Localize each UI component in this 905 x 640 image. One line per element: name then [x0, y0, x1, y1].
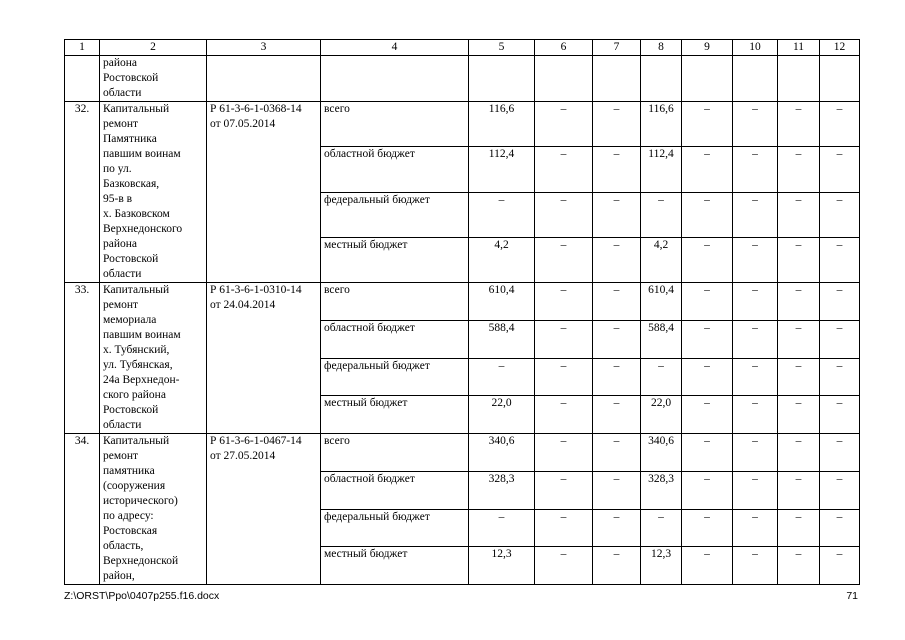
name-line: области	[103, 87, 142, 99]
name-line: 95-в в	[103, 193, 133, 205]
table-cell	[207, 56, 321, 102]
table-cell	[641, 56, 682, 102]
amount-cell: 340,6	[641, 434, 682, 472]
amount-cell: –	[682, 320, 733, 358]
name-line: области	[103, 419, 142, 431]
row-number: 34.	[65, 434, 100, 585]
amount-cell: –	[820, 434, 860, 472]
amount-cell: 4,2	[469, 237, 535, 282]
table-cell	[321, 56, 469, 102]
name-line: 24а Верхнедон-	[103, 374, 180, 386]
name-line: Ростовской	[103, 404, 159, 416]
doc-line: Р 61-3-6-1-0467-14	[210, 435, 302, 447]
row-number: 32.	[65, 102, 100, 283]
funding-source: местный бюджет	[321, 547, 469, 585]
object-name	[100, 283, 207, 434]
column-header: 12	[820, 40, 860, 56]
amount-cell: 22,0	[641, 396, 682, 434]
name-line: Капитальный	[103, 284, 170, 296]
amount-cell: 22,0	[469, 396, 535, 434]
name-line: Ростовской	[103, 72, 159, 84]
name-line: Ростовской	[103, 253, 159, 265]
name-line: район,	[103, 570, 135, 582]
amount-cell: –	[535, 396, 593, 434]
name-line: область,	[103, 540, 144, 552]
amount-cell: –	[682, 471, 733, 509]
amount-cell: –	[593, 192, 641, 237]
amount-cell: –	[778, 237, 820, 282]
name-line: Памятника	[103, 133, 157, 145]
amount-cell: –	[593, 147, 641, 192]
object-name	[100, 434, 207, 585]
amount-cell: 588,4	[641, 320, 682, 358]
name-line: павшим воинам	[103, 329, 181, 341]
column-header: 11	[778, 40, 820, 56]
column-header: 6	[535, 40, 593, 56]
amount-cell: 112,4	[641, 147, 682, 192]
amount-cell: –	[778, 283, 820, 321]
table-cell	[535, 56, 593, 102]
column-header: 4	[321, 40, 469, 56]
amount-cell: –	[682, 192, 733, 237]
amount-cell: –	[733, 547, 778, 585]
name-line: ремонт	[103, 450, 139, 462]
name-line: ского района	[103, 389, 166, 401]
column-header: 1	[65, 40, 100, 56]
amount-cell: 328,3	[469, 471, 535, 509]
amount-cell: –	[733, 102, 778, 147]
amount-cell: –	[820, 283, 860, 321]
amount-cell: –	[593, 102, 641, 147]
funding-source: областной бюджет	[321, 320, 469, 358]
amount-cell: –	[682, 283, 733, 321]
amount-cell: –	[682, 237, 733, 282]
amount-cell: –	[593, 320, 641, 358]
amount-cell: –	[820, 471, 860, 509]
name-line: Базковская,	[103, 178, 160, 190]
amount-cell: –	[535, 237, 593, 282]
amount-cell: –	[733, 471, 778, 509]
table-cell	[682, 56, 733, 102]
name-line: района	[103, 57, 138, 69]
amount-cell: –	[535, 320, 593, 358]
amount-cell: 12,3	[469, 547, 535, 585]
amount-cell: –	[593, 471, 641, 509]
amount-cell: –	[535, 283, 593, 321]
amount-cell: –	[593, 237, 641, 282]
funding-source: местный бюджет	[321, 237, 469, 282]
document-reference	[207, 434, 321, 585]
amount-cell: –	[820, 358, 860, 396]
table-cell	[65, 56, 100, 102]
funding-source: областной бюджет	[321, 147, 469, 192]
amount-cell: 116,6	[469, 102, 535, 147]
name-line: павшим воинам	[103, 148, 181, 160]
amount-cell: –	[469, 192, 535, 237]
amount-cell: –	[469, 358, 535, 396]
name-line: по ул.	[103, 163, 132, 175]
funding-source: всего	[321, 434, 469, 472]
amount-cell: –	[641, 192, 682, 237]
amount-cell: –	[820, 509, 860, 547]
amount-cell: –	[778, 509, 820, 547]
amount-cell: –	[469, 509, 535, 547]
amount-cell: –	[593, 283, 641, 321]
amount-cell: –	[820, 147, 860, 192]
table-cell	[820, 56, 860, 102]
amount-cell: 4,2	[641, 237, 682, 282]
funding-source: федеральный бюджет	[321, 358, 469, 396]
amount-cell: –	[778, 358, 820, 396]
column-header: 3	[207, 40, 321, 56]
amount-cell: –	[733, 434, 778, 472]
object-name	[100, 56, 207, 102]
amount-cell: –	[733, 237, 778, 282]
table-cell	[778, 56, 820, 102]
amount-cell: 610,4	[469, 283, 535, 321]
table-row	[65, 434, 860, 472]
funding-source: федеральный бюджет	[321, 192, 469, 237]
amount-cell: –	[778, 147, 820, 192]
amount-cell: –	[778, 192, 820, 237]
amount-cell: –	[682, 147, 733, 192]
amount-cell: –	[535, 192, 593, 237]
name-line: ремонт	[103, 299, 139, 311]
amount-cell: –	[778, 434, 820, 472]
name-line: Верхнедонской	[103, 555, 179, 567]
amount-cell: 12,3	[641, 547, 682, 585]
amount-cell: –	[778, 396, 820, 434]
amount-cell: –	[820, 547, 860, 585]
doc-line: Р 61-3-6-1-0310-14	[210, 284, 302, 296]
funding-source: областной бюджет	[321, 471, 469, 509]
amount-cell: –	[641, 358, 682, 396]
amount-cell: 328,3	[641, 471, 682, 509]
amount-cell: 112,4	[469, 147, 535, 192]
column-header: 7	[593, 40, 641, 56]
table-cell	[593, 56, 641, 102]
amount-cell: –	[593, 547, 641, 585]
amount-cell: –	[535, 147, 593, 192]
name-line: ремонт	[103, 118, 139, 130]
amount-cell: –	[682, 434, 733, 472]
document-reference	[207, 283, 321, 434]
column-header: 2	[100, 40, 207, 56]
name-line: Ростовская	[103, 525, 158, 537]
table-cell	[469, 56, 535, 102]
amount-cell: –	[682, 509, 733, 547]
column-header: 8	[641, 40, 682, 56]
name-line: мемориала	[103, 314, 157, 326]
amount-cell: –	[535, 434, 593, 472]
document-reference	[207, 102, 321, 283]
amount-cell: –	[535, 358, 593, 396]
name-line: по адресу:	[103, 510, 154, 522]
amount-cell: –	[733, 192, 778, 237]
amount-cell: 116,6	[641, 102, 682, 147]
amount-cell: –	[535, 471, 593, 509]
name-line: ул. Тубянская,	[103, 359, 173, 371]
amount-cell: –	[733, 147, 778, 192]
name-line: памятника	[103, 465, 155, 477]
amount-cell: –	[733, 283, 778, 321]
name-line: области	[103, 268, 142, 280]
name-line: Капитальный	[103, 103, 170, 115]
page-number: 71	[846, 590, 858, 602]
name-line: х. Тубянский,	[103, 344, 170, 356]
row-number: 33.	[65, 283, 100, 434]
amount-cell: –	[593, 358, 641, 396]
amount-cell: 340,6	[469, 434, 535, 472]
name-line: района	[103, 238, 138, 250]
amount-cell: –	[682, 102, 733, 147]
object-name	[100, 102, 207, 283]
amount-cell: –	[641, 509, 682, 547]
amount-cell: –	[778, 320, 820, 358]
name-line: Верхнедонского	[103, 223, 183, 235]
budget-table	[64, 39, 860, 585]
table-row	[65, 102, 860, 147]
amount-cell: –	[820, 192, 860, 237]
file-path: Z:\ORST\Ppo\0407p255.f16.docx	[64, 590, 220, 602]
amount-cell: –	[682, 547, 733, 585]
column-header: 9	[682, 40, 733, 56]
amount-cell: –	[593, 509, 641, 547]
amount-cell: –	[682, 358, 733, 396]
amount-cell: –	[820, 237, 860, 282]
amount-cell: –	[820, 102, 860, 147]
doc-line: от 24.04.2014	[210, 299, 276, 311]
name-line: х. Базковском	[103, 208, 170, 220]
amount-cell: –	[820, 396, 860, 434]
amount-cell: –	[820, 320, 860, 358]
name-line: исторического)	[103, 495, 178, 507]
amount-cell: –	[593, 434, 641, 472]
doc-line: Р 61-3-6-1-0368-14	[210, 103, 302, 115]
funding-source: местный бюджет	[321, 396, 469, 434]
funding-source: федеральный бюджет	[321, 509, 469, 547]
table-row	[65, 283, 860, 321]
amount-cell: –	[593, 396, 641, 434]
header-row	[65, 40, 860, 56]
name-line: (сооружения	[103, 480, 166, 492]
funding-source: всего	[321, 102, 469, 147]
doc-line: от 27.05.2014	[210, 450, 276, 462]
amount-cell: –	[535, 102, 593, 147]
column-header: 5	[469, 40, 535, 56]
funding-source: всего	[321, 283, 469, 321]
amount-cell: –	[778, 102, 820, 147]
amount-cell: –	[733, 358, 778, 396]
doc-line: от 07.05.2014	[210, 118, 276, 130]
amount-cell: 588,4	[469, 320, 535, 358]
amount-cell: –	[535, 547, 593, 585]
amount-cell: –	[733, 396, 778, 434]
table-cell	[733, 56, 778, 102]
amount-cell: 610,4	[641, 283, 682, 321]
column-header: 10	[733, 40, 778, 56]
continuation-row	[65, 56, 860, 102]
amount-cell: –	[778, 547, 820, 585]
amount-cell: –	[733, 320, 778, 358]
amount-cell: –	[682, 396, 733, 434]
amount-cell: –	[733, 509, 778, 547]
name-line: Капитальный	[103, 435, 170, 447]
amount-cell: –	[535, 509, 593, 547]
amount-cell: –	[778, 471, 820, 509]
